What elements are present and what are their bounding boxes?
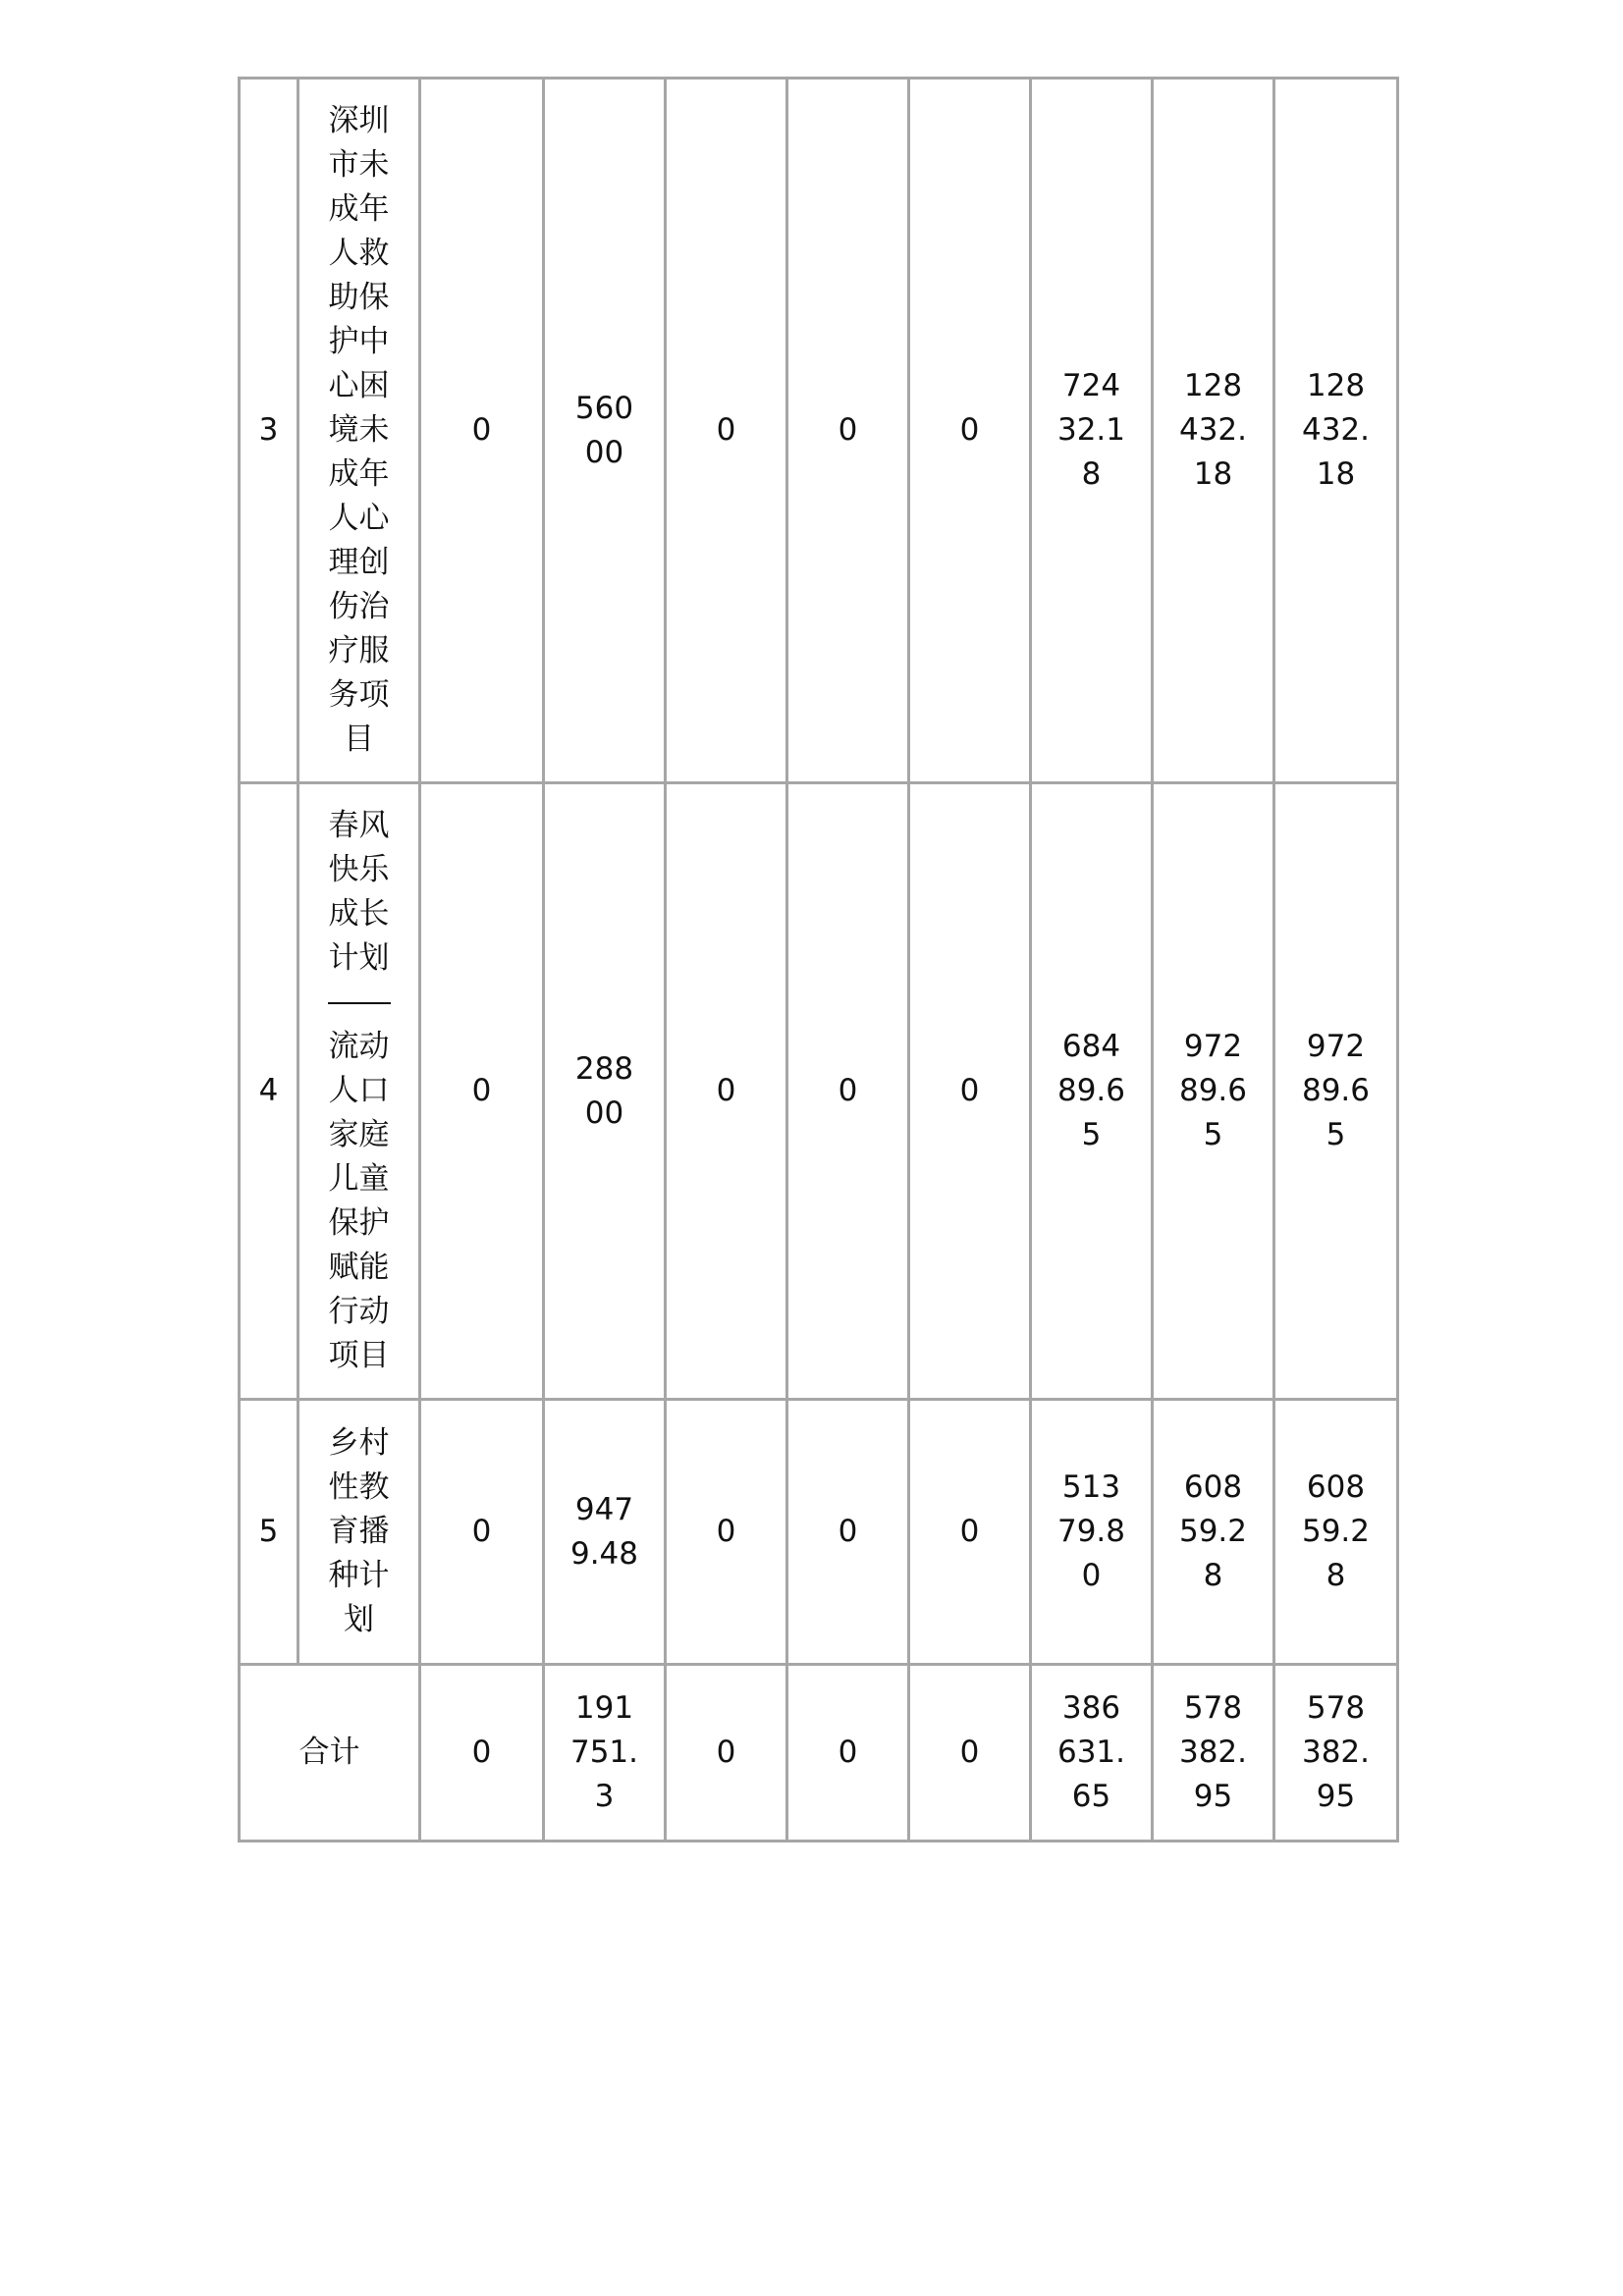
value-text: 0	[838, 1514, 858, 1549]
project-name	[327, 804, 392, 1378]
value-cell	[909, 79, 1031, 783]
row-index-cell: 3	[240, 79, 298, 783]
project-name-part: 流动人口家庭儿童保护赋能行动项目	[328, 1029, 390, 1373]
value-cell	[787, 79, 909, 783]
row-index-cell: 4	[240, 783, 298, 1400]
value-cell	[420, 79, 544, 783]
value-text: 0	[959, 1073, 980, 1108]
value-cell	[544, 79, 666, 783]
value-text: 68489.65	[1056, 1029, 1126, 1152]
project-name-part: 春风快乐成长计划	[328, 808, 390, 976]
value-cell	[1153, 79, 1274, 783]
value-cell	[1274, 79, 1398, 783]
value-text: 0	[838, 412, 858, 448]
value-text: 191751.3	[569, 1690, 639, 1814]
value-cell	[787, 783, 909, 1400]
value-cell	[1153, 783, 1274, 1400]
value-text: 0	[959, 1735, 980, 1770]
total-value-cell	[1031, 1665, 1153, 1842]
total-value-cell	[909, 1665, 1031, 1842]
total-value-cell	[1274, 1665, 1398, 1842]
total-label: 合计	[240, 1665, 420, 1842]
project-name: 乡村性教育播种计划	[328, 1425, 390, 1637]
value-text: 0	[716, 412, 736, 448]
value-text: 56000	[574, 390, 634, 470]
value-cell	[1031, 79, 1153, 783]
value-cell	[909, 1400, 1031, 1665]
value-text: 60859.28	[1178, 1469, 1248, 1593]
value-cell	[1031, 1400, 1153, 1665]
value-text: 0	[959, 412, 980, 448]
row-index-cell: 5	[240, 1400, 298, 1665]
value-text: 0	[471, 1514, 492, 1549]
value-cell	[420, 1400, 544, 1665]
value-text: 97289.65	[1301, 1029, 1371, 1152]
value-cell	[544, 1400, 666, 1665]
value-cell	[1274, 783, 1398, 1400]
value-cell	[544, 783, 666, 1400]
value-text: 128432.18	[1178, 368, 1248, 492]
value-text: 578382.95	[1178, 1690, 1248, 1814]
table-row	[240, 1400, 1398, 1665]
value-text: 0	[716, 1514, 736, 1549]
value-text: 0	[471, 1735, 492, 1770]
value-text: 72432.18	[1056, 368, 1126, 492]
total-value-cell	[666, 1665, 787, 1842]
value-text: 0	[838, 1735, 858, 1770]
value-text: 0	[471, 412, 492, 448]
project-name-cell	[298, 79, 420, 783]
value-cell	[787, 1400, 909, 1665]
value-cell	[666, 783, 787, 1400]
value-cell	[1031, 783, 1153, 1400]
budget-table	[238, 77, 1399, 1842]
value-cell	[420, 783, 544, 1400]
value-cell	[666, 79, 787, 783]
table-row	[240, 79, 1398, 783]
total-value-cell	[787, 1665, 909, 1842]
value-text: 128432.18	[1301, 368, 1371, 492]
value-cell	[1153, 1400, 1274, 1665]
total-value-cell	[420, 1665, 544, 1842]
value-text: 28800	[574, 1050, 634, 1131]
budget-table-container	[238, 77, 1399, 1842]
project-name-cell	[298, 1400, 420, 1665]
table-row	[240, 783, 1398, 1400]
value-text: 0	[716, 1073, 736, 1108]
total-value-cell	[1153, 1665, 1274, 1842]
value-cell	[909, 783, 1031, 1400]
project-name-separator	[328, 981, 391, 1025]
project-name: 深圳市未成年人救助保护中心困境未成年人心理创伤治疗服务项目	[328, 103, 390, 757]
project-name-cell	[298, 783, 420, 1400]
value-text: 60859.28	[1301, 1469, 1371, 1593]
value-text: 0	[959, 1514, 980, 1549]
value-text: 0	[716, 1735, 736, 1770]
total-row	[240, 1665, 1398, 1842]
value-text: 9479.48	[569, 1491, 639, 1572]
value-text: 97289.65	[1178, 1029, 1248, 1152]
value-text: 51379.80	[1056, 1469, 1126, 1593]
value-text: 0	[838, 1073, 858, 1108]
value-text: 386631.65	[1056, 1690, 1126, 1814]
value-cell	[666, 1400, 787, 1665]
value-text: 578382.95	[1301, 1690, 1371, 1814]
value-text: 0	[471, 1073, 492, 1108]
total-value-cell	[544, 1665, 666, 1842]
value-cell	[1274, 1400, 1398, 1665]
